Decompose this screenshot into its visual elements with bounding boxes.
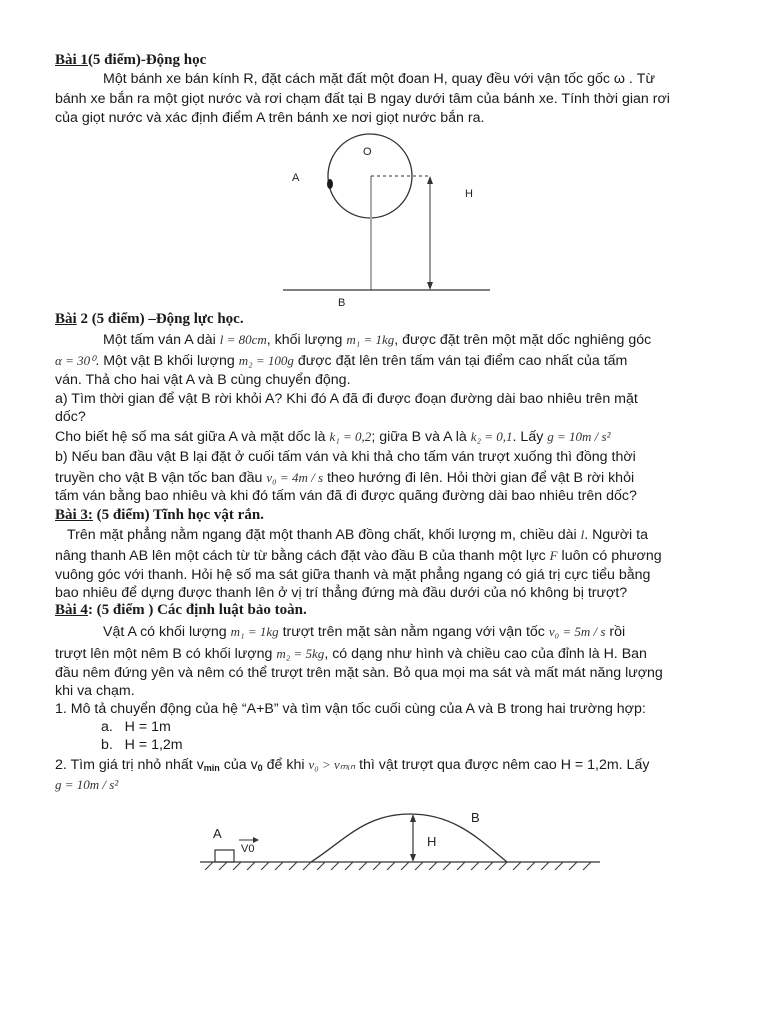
b4-line-3: đầu nêm đứng yên và nêm có thể trượt trên mặt sàn. Bỏ qua mọi ma sát và mất mát năng lượng — [55, 665, 663, 681]
b2-text-6a: Cho biết hệ số ma sát giữa A và mặt dốc là — [55, 429, 326, 445]
b4-text-6b: của v — [219, 757, 258, 773]
label-h: H — [427, 834, 437, 849]
b3-heading — [55, 507, 715, 524]
b4-heading-label: Bài 4 — [55, 602, 88, 618]
math-condition: v₀ > vₘᵢₙ — [308, 757, 356, 772]
label-v0: V0 — [241, 843, 255, 855]
block-a — [215, 850, 234, 862]
b4-text-6c: để khi — [262, 757, 305, 773]
b2-text-6b: ; giữa B và A là — [371, 429, 467, 445]
math-length: l = 80cm — [219, 332, 267, 347]
b3-text-1a: Trên mặt phẳng nằm ngang đặt một thanh AB đồng chất, khối lượng m, chiều dài — [67, 527, 577, 543]
label-h: H — [465, 188, 473, 200]
b4-heading-title: : (5 điểm ) Các định luật bảo toàn. — [87, 602, 307, 618]
math-g: g = 10m / s² — [547, 429, 611, 444]
b4-line-6 — [55, 756, 715, 777]
b4-text-1a: Vật A có khối lượng — [103, 624, 227, 640]
b1-heading-title: (5 điểm)-Động học — [87, 52, 207, 68]
b3-heading-label: Bài 3: — [55, 507, 93, 523]
b4-text-2a: trượt lên một nêm B có khối lượng — [55, 646, 273, 662]
b2-text-1b: , khối lượng — [266, 332, 343, 348]
b4-text-2b: , có dạng như hình và chiều cao của đỉnh là H. Ban — [324, 646, 647, 662]
b2-line-3: ván. Thả cho hai vật A và B cùng chuyển động. — [55, 372, 351, 388]
b4-line-2 — [55, 645, 715, 663]
b4-text-1c: rồi — [609, 624, 626, 640]
b2-line-5: dốc? — [55, 409, 86, 425]
b3-line-4: bao nhiêu để dựng được thanh lên ở vị trí thẳng đứng mà đầu dưới của nó không bị trượt? — [55, 585, 628, 601]
b4-text-6d: thì vật trượt qua được nêm cao H = 1,2m. Lấy — [359, 757, 650, 773]
b2-heading-title: 2 (5 điểm) –Động lực học. — [76, 311, 244, 327]
b3-text-2a: nâng thanh AB lên một cách từ từ bằng cách đặt vào đầu B của thanh một lực — [55, 548, 546, 564]
b4-line-4: khi va chạm. — [55, 683, 135, 699]
b3-line-3: vuông góc với thanh. Hỏi hệ số ma sát giữa thanh và mặt phẳng ngang có giá trị cực tiểu bằng — [55, 567, 651, 583]
water-drop — [327, 179, 333, 189]
label-a: A — [213, 826, 222, 841]
b2-text-1c: , được đặt trên một mặt dốc nghiêng góc — [394, 332, 652, 348]
b3-line-2 — [55, 547, 715, 565]
label-a: A — [292, 172, 300, 184]
b4-line-5: 1. Mô tả chuyển động của hệ “A+B” và tìm vận tốc cuối cùng của A và B trong hai trường hợp: — [55, 701, 646, 717]
b2-line-8 — [55, 469, 715, 487]
b4-heading — [55, 602, 715, 619]
sub-zero: 0 — [257, 763, 263, 773]
b4-line-1 — [55, 623, 715, 641]
b2-line-2 — [55, 352, 715, 370]
b1-figure — [270, 128, 510, 313]
b2-heading — [55, 311, 715, 328]
b3-line-1 — [55, 526, 715, 544]
b2-text-1a: Một tấm ván A dài — [103, 332, 216, 348]
b2-line-1 — [55, 331, 715, 349]
math-m1: m₁ = 1kg — [230, 624, 279, 639]
b3-heading-title: (5 điểm) Tĩnh học vật rắn. — [92, 507, 264, 523]
case-b-value: H = 1,2m — [124, 737, 183, 753]
math-m1: m₁ = 1kg — [346, 332, 395, 347]
case-a-value: H = 1m — [124, 719, 171, 735]
b2-line-4: a) Tìm thời gian để vật B rời khỏi A? Khi đó A đã đi được đoạn đường dài bao nhiêu trên mặt — [55, 391, 638, 407]
math-g: g = 10m / s² — [55, 777, 119, 792]
b2-text-8b: theo hướng đi lên. Hỏi thời gian để vật B rời khỏi — [326, 470, 635, 486]
b3-text-2b: luôn có phương — [561, 548, 662, 564]
case-b-label: b. — [101, 737, 113, 753]
b4-case-a — [101, 719, 761, 736]
math-v0: v₀ = 5m / s — [548, 624, 606, 639]
wedge-height-top — [410, 814, 416, 822]
math-v0: v₀ = 4m / s — [266, 470, 324, 485]
math-l: l — [580, 527, 585, 542]
b4-text-6a: 2. Tìm giá trị nhỏ nhất v — [55, 757, 204, 773]
b1-heading — [55, 52, 715, 69]
b1-line-2: bánh xe bắn ra một giọt nước và rơi chạm đất tại B ngay dưới tâm của bánh xe. Tính thời gian rơi — [55, 91, 670, 107]
math-k2: k₂ = 0,1 — [470, 429, 513, 444]
b4-line-7 — [55, 776, 715, 794]
b2-line-9: tấm ván bằng bao nhiêu và khi đó tấm ván đã đi được quãng đường dài bao nhiêu trên dốc? — [55, 488, 637, 504]
label-b: B — [471, 810, 480, 825]
sub-min: min — [203, 763, 220, 773]
height-arrow-head-bottom — [427, 282, 433, 290]
b1-line-1 — [55, 71, 715, 88]
b4-figure — [195, 800, 605, 880]
b4-text-1b: trượt trên mặt sàn nằm ngang với vận tốc — [282, 624, 545, 640]
wedge-height-bottom — [410, 854, 416, 862]
b2-text-8a: truyền cho vật B vận tốc ban đầu — [55, 470, 263, 486]
b2-text-2a: . Một vật B khối lượng — [95, 353, 235, 369]
b4-case-b — [101, 737, 761, 754]
b2-text-2b: được đặt lên trên tấm ván tại điểm cao nhất của tấm — [297, 353, 628, 369]
b2-line-6 — [55, 428, 715, 446]
case-a-label: a. — [101, 719, 113, 735]
floor-hatch — [205, 862, 591, 870]
b1-line-3: của giọt nước và xác định điểm A trên bánh xe nơi giọt nước bắn ra. — [55, 110, 485, 126]
label-b: B — [338, 297, 346, 309]
math-k1: k₁ = 0,2 — [329, 429, 372, 444]
height-arrow-head-top — [427, 176, 433, 184]
math-m2: m₂ = 5kg — [276, 646, 325, 661]
math-force: F — [549, 548, 558, 563]
math-m2: m₂ = 100g — [238, 353, 294, 368]
b2-line-7: b) Nếu ban đầu vật B lại đặt ở cuối tấm ván và khi thả cho tấm ván trượt xuống thì đồng thời — [55, 449, 636, 465]
b2-heading-label: Bài — [55, 311, 77, 327]
b1-text-1b: ω . Từ — [613, 71, 655, 87]
label-o: O — [363, 146, 372, 158]
b3-text-1b: . Người ta — [584, 527, 648, 543]
b1-heading-label: Bài 1 — [55, 52, 88, 68]
math-alpha: α = 30⁰ — [55, 353, 96, 368]
b1-text-1a: Một bánh xe bán kính R, đặt cách mặt đất một đoan H, quay đều với vận tốc gốc — [103, 71, 610, 87]
b2-text-6c: . Lấy — [512, 429, 544, 445]
